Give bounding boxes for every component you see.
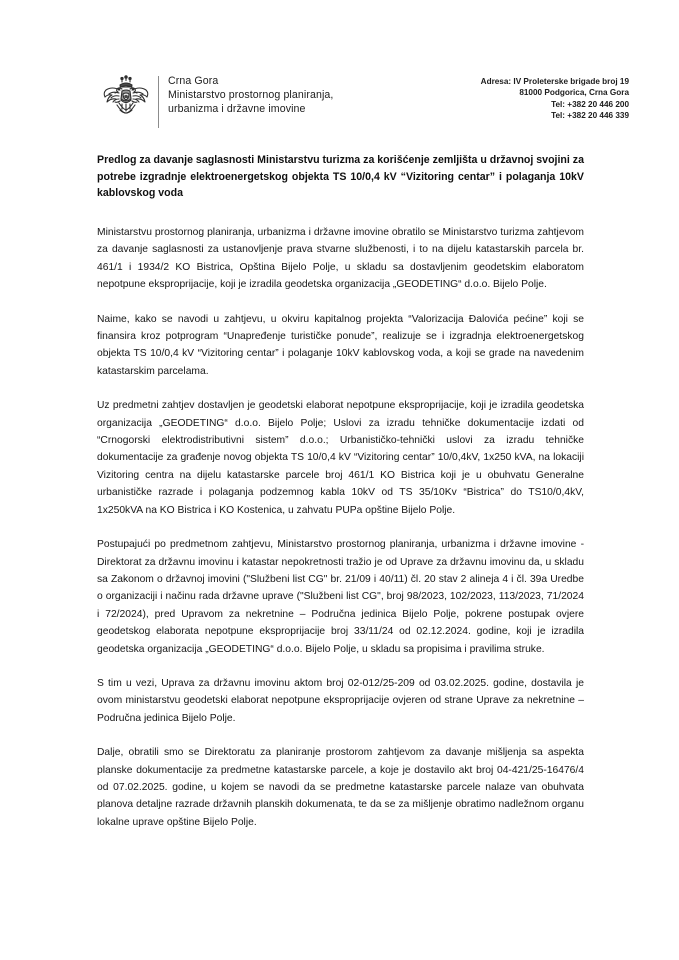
ministry-name bbox=[168, 72, 333, 117]
address-phone-1: Tel: +382 20 446 200 bbox=[551, 99, 629, 109]
address-line-1: Adresa: IV Proleterske brigade broj 19 bbox=[480, 77, 629, 86]
brand-block bbox=[100, 72, 333, 130]
address-phone-2: Tel: +382 20 446 339 bbox=[551, 110, 629, 120]
body-paragraph: Postupajući po predmetnom zahtjevu, Ministarstvo prostornog planiranja, urbanizma i državne imovine - Direktorat za državnu imovinu i katastar nepokretnosti tražio je od Uprave za državnu imovinu da, u skladu sa Zakonom o državnoj imovini ("Službeni list CG" br. 21/09 i 40/11) čl. 20 stav 2 alineja 4 i čl. 39a Uredbe o organizaciji i načinu rada državne uprave ("Službeni list CG", broj 98/2023, 102/2023, 113/2023, 71/2024 i 72/2024), pred Upravom za nekretnine – Područna jedinica Bijelo Polje, pokrene postupak ovjere geodetskog elaborata nepotpune eksproprijacije broj 33/11/24 od 02.12.2024. godine, koji je izradila geodetska organizacija „GEODETING“ d.o.o. Bijelo Polje, u skladu sa propisima i pravilima struke. bbox=[97, 539, 584, 655]
ministry-name-line-1: Crna Gora bbox=[168, 75, 219, 87]
address-line-2: 81000 Podgorica, Crna Gora bbox=[519, 88, 629, 98]
document-body bbox=[97, 224, 584, 831]
brand-divider bbox=[158, 76, 159, 128]
ministry-name-line-2: Ministarstvo prostornog planiranja, bbox=[168, 89, 334, 102]
letterhead bbox=[0, 72, 679, 130]
body-paragraph: S tim u vezi, Uprava za državnu imovinu aktom broj 02-012/25-209 od 03.02.2025. godine, dostavila je ovom ministarstvu geodetski elaborat nepotpune eksproprijacije ovjeren od strane Uprave za nekretnine – Područna jedinica Bijelo Polje. bbox=[97, 677, 584, 724]
body-paragraph: Uz predmetni zahtjev dostavljen je geodetski elaborat nepotpune eksproprijacije, koji je izradila geodetska organizacija „GEODETING“ d.o.o. Bijelo Polje; Uslovi za izradu tehničke dokumentacije izdati od “Crnogorski elektrodistributivni sistem” d.o.o.; Urbanističko-tehnički uslovi za izradu tehničke dokumentacije za građenje novog objekta TS 10/0,4 kV “Vizitoring centar” 10/0,4kV, 1x250 kVA, na lokaciji Vizitoring centra na dijelu katastarske parcele broj 461/1 KO Bistrica koji je u obuhvatu Generalne urbanističke razrade i polaganja podzemnog kabla 10kV od TS 35/10Kv “Bistrica” do TS10/0,4kV, 1x250kVA na KO Bistrica i KO Kostenica, u zahvatu PUPa opštine Bijelo Polje. bbox=[97, 400, 584, 516]
address-block bbox=[481, 72, 629, 121]
montenegro-coat-of-arms-icon bbox=[100, 74, 152, 130]
body-paragraph: Ministarstvu prostornog planiranja, urbanizma i državne imovine obratilo se Ministarstvo turizma zahtjevom za davanje saglasnosti za ustanovljenje prava stvarne službenosti, i to na dijelu katastarskih parcela br. 461/1 i 1934/2 KO Bistrica, Opština Bijelo Polje, u skladu sa dostavljenim geodetskim elaboratom nepotpune eksproprijacije, koji je izradila geodetska organizacija „GEODETING“ d.o.o. Bijelo Polje. bbox=[97, 227, 584, 291]
ministry-name-line-3: urbanizma i državne imovine bbox=[168, 103, 306, 116]
body-paragraph: Naime, kako se navodi u zahtjevu, u okviru kapitalnog projekta “Valorizacija Đalovića pećine” koji se finansira kroz potprogram “Unapređenje turističke ponude”, realizuje se i izgradnja elektroenergetskog objekta TS 10/0,4 kV “Vizitoring centar” i polaganje 10kV kablovskog voda, a koji se grade na navedenim katastarskim parcelama. bbox=[97, 313, 584, 377]
page-title: Predlog za davanje saglasnosti Ministarstvu turizma za korišćenje zemljišta u državnoj svojini za potrebe izgradnje elektroenergetskog objekta TS 10/0,4 kV “Vizitoring centar” i polaganja 10kV kablovskog voda bbox=[97, 154, 584, 200]
body-paragraph: Dalje, obratili smo se Direktoratu za planiranje prostorom zahtjevom za davanje mišljenja sa aspekta planske dokumentacije za predmetne katastarske parcele, a koje je dostavilo akt broj 04-421/25-16476/4 od 07.02.2025. godine, u kojem se navodi da se predmetne katastarske parcele nalaze van obuhvata planova detaljne razrade državnih planskih dokumenata, te da se za mišljenje obratimo nadležnom organu lokalne uprave opštine Bijelo Polje. bbox=[97, 747, 584, 828]
